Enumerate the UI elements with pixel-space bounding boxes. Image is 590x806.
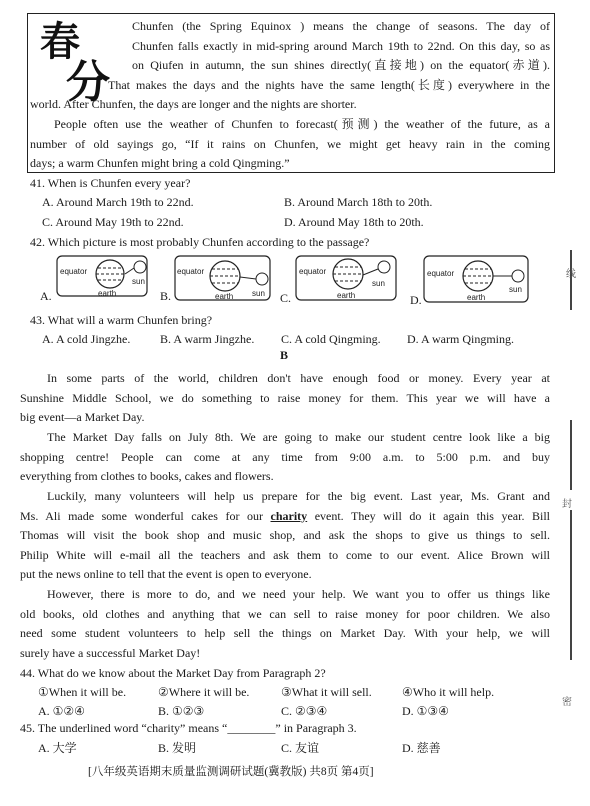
passage-a-line: on Qiufen in autumn, the sun shines directly(直接地) on the equator(赤道).: [132, 58, 550, 73]
q43-option-c: C. A cold Qingming.: [281, 332, 381, 346]
binding-mark-xian: 线: [566, 269, 576, 280]
picture-d-sun-label: sun: [509, 285, 522, 294]
q44-item-3: ③What it will sell.: [281, 685, 372, 699]
passage-b-line: old books, old clothes and anything that we can sell to raise money for poor children. We also: [20, 606, 550, 621]
question-44-stem: 44. What do we know about the Market Day from Paragraph 2?: [20, 666, 326, 680]
q44-item-2: ②Where it will be.: [158, 685, 250, 699]
q44-option-d: D. ①③④: [402, 704, 449, 718]
page-footer: [八年级英语期末质量监测调研试题(冀教版) 共8页 第4页]: [88, 766, 374, 778]
q41-option-c: C. Around May 19th to 22nd.: [42, 215, 184, 229]
binding-line-segment: [570, 420, 572, 490]
passage-a-line: Chunfen falls exactly in mid-spring around March 19th to 22nd. On this day, so as: [132, 38, 550, 53]
picture-d-equator-label: equator: [427, 269, 455, 278]
line-text: event. They will do it again this year. Bill: [307, 508, 550, 523]
picture-c-earth-label: earth: [337, 291, 356, 300]
picture-a-equator-label: equator: [60, 267, 88, 276]
passage-a-line: days; a warm Chunfen might bring a cold Qingming.”: [30, 156, 290, 171]
q43-option-a: A. A cold Jingzhe.: [42, 332, 131, 346]
q44-item-4: ④Who it will help.: [402, 685, 495, 699]
passage-a-line: number of old sayings go, “If it rains on Chunfen, we might get heavy rain in the coming: [30, 136, 550, 151]
picture-a-earth-label: earth: [98, 289, 117, 298]
passage-b-line: In some parts of the world, children don't have enough food or money. Every year at: [47, 371, 550, 385]
q41-option-a: A. Around March 19th to 22nd.: [42, 195, 194, 209]
q43-option-d: D. A warm Qingming.: [407, 332, 514, 346]
passage-b-line: Thomas will visit the book shop and music shop, and ask the shops to give us things to sell.: [20, 528, 550, 543]
passage-b-line: Philip White will e-mail all the teachers and ask them to come to our event. Alice Brown will: [20, 547, 550, 562]
question-41-stem: 41. When is Chunfen every year?: [30, 176, 191, 190]
q44-item-1: ①When it will be.: [38, 685, 127, 699]
q42-pictures: [30, 255, 530, 307]
passage-b-line: big event—a Market Day.: [20, 410, 145, 425]
q41-option-b: B. Around March 18th to 20th.: [284, 195, 433, 209]
picture-a-label: A.: [40, 289, 52, 303]
q44-option-b: B. ①②③: [158, 704, 205, 718]
picture-b-label: B.: [160, 289, 172, 303]
binding-mark-feng: 封: [562, 499, 572, 510]
q45-option-b: B. 发明: [158, 741, 197, 755]
passage-b-paragraph-2: [20, 428, 550, 487]
section-b-title: B: [280, 348, 289, 362]
binding-mark-mi: 密: [562, 697, 572, 708]
q45-option-d: D. 慈善: [402, 741, 441, 755]
q43-option-b: B. A warm Jingzhe.: [160, 332, 255, 346]
chunfen-calligraphy: [36, 18, 110, 108]
passage-b-paragraph-4: [20, 585, 550, 663]
passage-a-box: [27, 13, 555, 173]
passage-b-line: The Market Day falls on July 8th. We are going to make our student centre look like a big: [47, 430, 550, 444]
passage-b-line: Luckily, many volunteers will help us prepare for the big event. Last year, Ms. Grant and: [47, 489, 550, 503]
passage-b-line: shopping centre! People can come at any time from 9:00 a.m. to 5:00 p.m. and buy: [20, 449, 550, 464]
q44-option-a: A. ①②④: [38, 704, 85, 718]
question-42-stem: 42. Which picture is most probably Chunfen according to the passage?: [30, 235, 370, 249]
passage-a-line: People often use the weather of Chunfen to forecast(预测) the weather of the future, as a: [54, 117, 550, 131]
passage-b-line-with-underline: [20, 507, 550, 527]
underlined-word-charity: charity: [270, 508, 308, 523]
line-text: Ms. Ali made some wonderful cakes for our: [20, 508, 271, 523]
calligraphy-char-fen: 分: [66, 57, 110, 108]
q41-option-d: D. Around May 18th to 20th.: [284, 215, 424, 229]
passage-a-line: That makes the days and the nights have the same length(长度) everywhere in the: [108, 77, 550, 92]
picture-d-earth-label: earth: [467, 293, 486, 302]
q45-option-c: C. 友谊: [281, 741, 320, 755]
passage-b-line: surely have a successful Market Day!: [20, 645, 201, 660]
picture-c-label: C.: [280, 291, 292, 305]
question-43-stem: 43. What will a warm Chunfen bring?: [30, 313, 213, 327]
passage-b-line: However, there is more to do, and we need your help. We want you to offer us things like: [47, 587, 550, 601]
picture-c-equator-label: equator: [299, 267, 327, 276]
calligraphy-char-chun: 春: [40, 18, 80, 65]
passage-b-line: everything from clothes to books, cakes and flowers.: [20, 469, 274, 484]
picture-a-sun-label: sun: [132, 277, 145, 286]
passage-b-line: put the news online to tell that the event is open to everyone.: [20, 567, 312, 582]
picture-a-diagram: [30, 255, 148, 307]
picture-b-sun-label: sun: [252, 289, 265, 298]
picture-b-earth-label: earth: [215, 292, 234, 301]
picture-c-sun-label: sun: [372, 279, 385, 288]
q44-option-c: C. ②③④: [281, 704, 328, 718]
passage-a-line: Chunfen (the Spring Equinox ) means the change of seasons. The day of: [132, 19, 550, 33]
passage-b-paragraph-3: [20, 487, 550, 585]
passage-b-line: Sunshine Middle School, we do something to raise money for them. This year we will have a: [20, 390, 550, 405]
passage-a-line: world. After Chunfen, the days are longer and the nights are shorter.: [30, 97, 357, 112]
binding-line-segment: [570, 510, 572, 660]
passage-b-paragraph-1: [20, 369, 550, 428]
q45-option-a: A. 大学: [38, 741, 77, 755]
picture-b-equator-label: equator: [177, 267, 205, 276]
passage-b-line: need some student volunteers to help sell the things on Market Day. With your help, we will: [20, 626, 550, 641]
picture-d-label: D.: [410, 293, 422, 307]
question-45-stem: 45. The underlined word “charity” means “________” in Paragraph 3.: [20, 721, 357, 735]
